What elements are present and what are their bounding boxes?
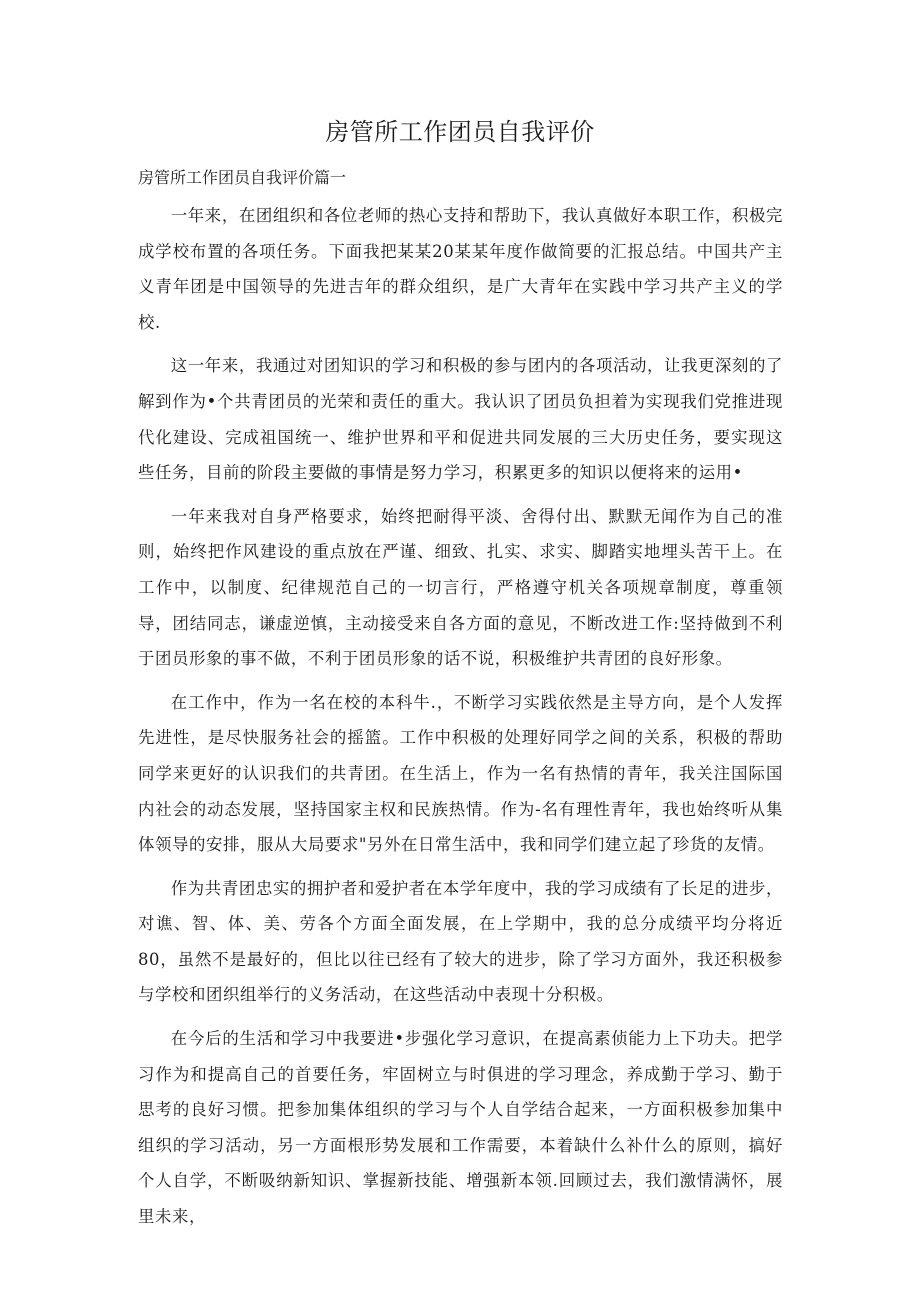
- document-body: [138, 198, 783, 1243]
- paragraph: 作为共青团忠实的拥护者和爱护者在本学年度中，我的学习成绩有了长足的进步，对谯、智、体、美、劳各个方面全面发展，在上学期中，我的总分成绩平均分将近80，虽然不是最好的，但比以往已经有了较大的进步，除了学习方面外，我还积极参与学校和团织组举行的义务活动，在这些活动中表现十分积极。: [138, 878, 783, 1005]
- document-title: 房管所工作团员自我评价: [325, 118, 595, 146]
- document-subtitle: 房管所工作团员自我评价篇一: [138, 168, 347, 187]
- paragraph: 一年来，在团组织和各位老师的热心支持和帮助下，我认真做好本职工作，积极完成学校布置的各项任务。下面我把某某20某某年度作做简要的汇报总结。中国共产主义青年团是中国领导的先进吉年的群众组织，是广大青年在实践中学习共产主义的学校.: [138, 206, 783, 332]
- paragraph: 在今后的生活和学习中我要进•步强化学习意识，在提高素侦能力上下功夫。把学习作为和提高自己的首要任务，牢固树立与时俱进的学习理念，养成勤于学习、勤于思考的良好习惯。把参加集体组织的学习与个人自学结合起来，一方面积极参加集中组织的学习活动，另一方面根形势发展和工作需要，本着缺什么补什么的原则，搞好个人自学，不断吸纳新知识、掌握新技能、增强新本领.回顾过去，我们激情满怀，展里未来，: [138, 1029, 783, 1227]
- paragraph: 这一年来，我通过对团知识的学习和积极的参与团内的各项活动，让我更深刻的了解到作为•个共青团员的光荣和责任的重大。我认识了团员负担着为实现我们党推进现代化建设、完成祖国统一、维护世界和平和促进共同发展的三大历史任务，要实现这些任务，目前的阶段主要做的事情是努力学习，积累更多的知识以便将来的运用•: [138, 356, 783, 483]
- paragraph: 一年来我对自身严格要求，始终把耐得平淡、舍得付出、默默无闻作为自己的准则，始终把作风建设的重点放在严谨、细致、扎实、求实、脚踏实地埋头苦干上。在工作中，以制度、纪律规范自己的一切言行，严格遵守机关各项规章制度，尊重领导，团结同志，谦虚逆慎，主动接受来自各方面的意见，不断改进工作:坚持做到不利于团员形象的事不做，不利于团员形象的话不说，积极维护共青团的良好形象。: [138, 506, 783, 669]
- paragraph: 在工作中，作为一名在校的本科牛.，不断学习实践依然是主导方向，是个人发挥先进性，是尽快服务社会的摇篮。工作中积极的处理好同学之间的关系，积极的帮助同学来更好的认识我们的共青团。在生活上，作为一名有热情的青年，我关注国际国内社会的动态发展，坚持国家主权和民族热情。作为-名有理性青年，我也始终听从集体领导的安排，服从大局要求"另外在日常生活中，我和同学们建立起了珍货的友情。: [138, 692, 783, 855]
